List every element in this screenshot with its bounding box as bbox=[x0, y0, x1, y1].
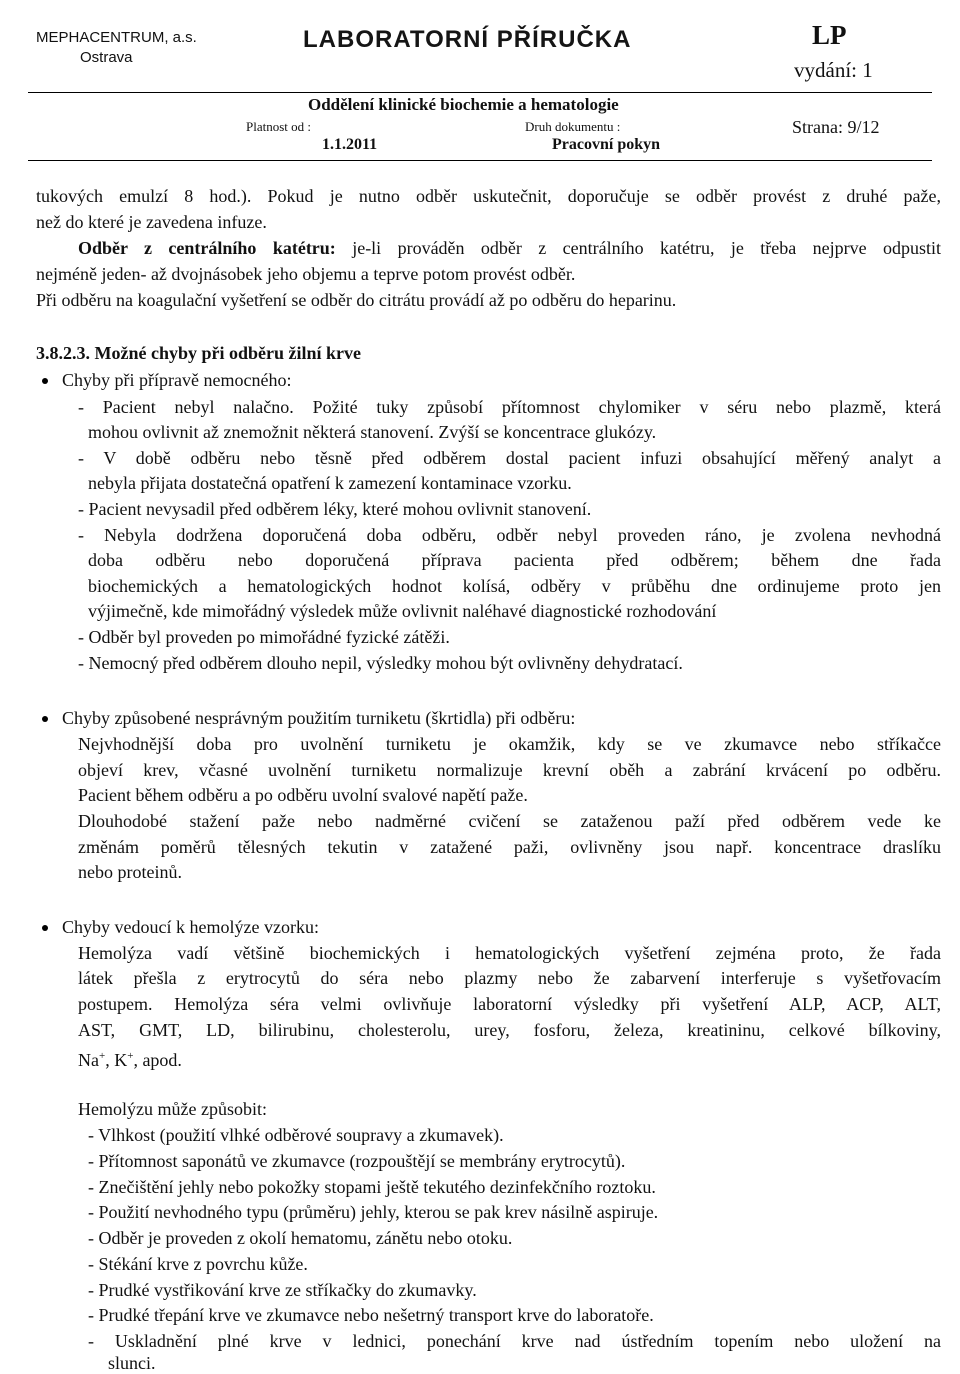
hemolysis-causes-heading: Hemolýzu může způsobit: bbox=[78, 1099, 267, 1119]
document-header bbox=[28, 10, 932, 160]
document-title: LABORATORNÍ PŘÍRUČKA bbox=[303, 26, 632, 53]
hemolysis-line-2: látek přešla z erytrocytů do séra nebo plazmy nebo že zabarvení interferuje s vyšetřovacím bbox=[78, 968, 941, 988]
company-name: MEPHACENTRUM, a.s. bbox=[36, 29, 197, 46]
doc-type-value: Pracovní pokyn bbox=[552, 136, 661, 153]
tourniquet-heading: Chyby způsobené nesprávným použitím turniketu (škrtidla) při odběru: bbox=[62, 708, 576, 728]
tourniquet-line-5: změnám poměrů tělesných tekutin v zatažené paži, ovlivněny jsou např. koncentrace draslíku bbox=[78, 837, 941, 857]
central-catheter-text: je-li prováděn odběr z centrálního katétru, je třeba nejprve odpustit bbox=[335, 238, 941, 258]
header-rule-bottom bbox=[28, 160, 932, 161]
company-city: Ostrava bbox=[80, 49, 133, 66]
section-number: 3.8.2.3. bbox=[36, 343, 90, 363]
prep-item-b-2: nebyla přijata dostatečná opatření k zamezení kontaminace vzorku. bbox=[88, 473, 572, 493]
intro-line-3 bbox=[78, 237, 941, 259]
hemolysis-line-3: postupem. Hemolýza séra velmi ovlivňuje laboratorní výsledky při vyšetření ALP, ACP, ALT, bbox=[78, 994, 941, 1014]
page-number: Strana: 9/12 bbox=[792, 117, 880, 137]
section-heading bbox=[36, 342, 361, 364]
potassium-charge: + bbox=[127, 1050, 134, 1062]
prep-item-d-1: - Nebyla dodržena doporučená doba odběru, odběr nebyl proveden ráno, je zvolena nevhodná bbox=[78, 525, 941, 545]
prep-item-b-1: - V době odběru nebo těsně před odběrem dostal pacient infuzi obsahující měřený analyt a bbox=[78, 448, 941, 468]
intro-line-5: Při odběru na koagulační vyšetření se odběr do citrátu provádí až po odběru do heparinu. bbox=[36, 290, 677, 310]
department-name: Oddělení klinické biochemie a hematologie bbox=[308, 95, 619, 114]
hemolysis-cause: - Odběr je proveden z okolí hematomu, zánětu nebo otoku. bbox=[88, 1228, 513, 1248]
central-catheter-label: Odběr z centrálního katétru: bbox=[78, 238, 336, 258]
tourniquet-line-2: objeví krev, včasné uvolnění turniketu normalizuje krevní oběh a zabrání krvácení po odběru. bbox=[78, 760, 941, 780]
prep-item-e: - Odběr byl proveden po mimořádné fyzické zátěži. bbox=[78, 627, 450, 647]
preparation-heading: Chyby při přípravě nemocného: bbox=[62, 370, 292, 390]
hemolysis-tail: , apod. bbox=[133, 1050, 182, 1070]
prep-item-a-1: - Pacient nebyl nalačno. Požité tuky způsobí přítomnost chylomiker v séru nebo plazmě, která bbox=[78, 397, 941, 417]
sodium-symbol: Na bbox=[78, 1050, 99, 1070]
tourniquet-line-6: nebo proteinů. bbox=[78, 862, 182, 882]
bullet-icon bbox=[42, 925, 48, 931]
hemolysis-cause: - Prudké vystřikování krve ze stříkačky do zkumavky. bbox=[88, 1280, 477, 1300]
intro-line-4: nejméně jeden- až dvojnásobek jeho objemu a teprve potom provést odběr. bbox=[36, 264, 576, 284]
hemolysis-heading: Chyby vedoucí k hemolýze vzorku: bbox=[62, 917, 319, 937]
hemolysis-line-1: Hemolýza vadí většině biochemických i hematologických vyšetření zejména proto, že řada bbox=[78, 943, 941, 963]
hemolysis-cause: - Znečištění jehly nebo pokožky stopami ještě tekutého dezinfekčního roztoku. bbox=[88, 1177, 656, 1197]
hemolysis-cause-continued: slunci. bbox=[108, 1353, 156, 1373]
bullet-icon bbox=[42, 716, 48, 722]
prep-item-a-2: mohou ovlivnit až znemožnit některá stanovení. Zvýší se koncentrace glukózy. bbox=[88, 422, 657, 442]
tourniquet-line-4: Dlouhodobé stažení paže nebo nadměrné cvičení se zataženou paží před odběrem vede ke bbox=[78, 811, 941, 831]
hemolysis-cause: - Použití nevhodného typu (průměru) jehly, kterou se pak krev násilně aspiruje. bbox=[88, 1202, 659, 1222]
sodium-charge: + bbox=[99, 1050, 106, 1062]
hemolysis-cause: - Přítomnost saponátů ve zkumavce (rozpouštějí se membrány erytrocytů). bbox=[88, 1151, 626, 1171]
hemolysis-cause: - Vlhkost (použití vlhké odběrové soupravy a zkumavek). bbox=[88, 1125, 504, 1145]
prep-item-f: - Nemocný před odběrem dlouho nepil, výsledky mohou být ovlivněny dehydratací. bbox=[78, 653, 683, 673]
potassium-symbol: , K bbox=[105, 1050, 128, 1070]
tourniquet-line-1: Nejvhodnější doba pro uvolnění turniketu je okamžik, kdy se ve zkumavce nebo stříkačce bbox=[78, 734, 941, 754]
hemolysis-line-4: AST, GMT, LD, bilirubinu, cholesterolu, urey, fosforu, železa, kreatininu, celkové bílkoviny, bbox=[78, 1020, 941, 1040]
hemolysis-cause: - Stékání krve z povrchu kůže. bbox=[88, 1254, 308, 1274]
section-title: Možné chyby při odběru žilní krve bbox=[94, 343, 361, 363]
document-code: LP bbox=[812, 20, 847, 50]
header-rule-top bbox=[28, 92, 932, 93]
tourniquet-line-3: Pacient během odběru a po odběru uvolní svalové napětí paže. bbox=[78, 785, 528, 805]
intro-line-2: než do které je zavedena infuze. bbox=[36, 212, 267, 232]
valid-from-label: Platnost od : bbox=[246, 119, 312, 134]
bullet-icon bbox=[42, 378, 48, 384]
prep-item-d-3: biochemických a hematologických hodnot kolísá, odběry v průběhu dne ordinujeme proto jen bbox=[88, 576, 941, 596]
hemolysis-line-5 bbox=[78, 1045, 182, 1071]
prep-item-d-2: doba odběru nebo doporučená příprava pacienta před odběrem; během dne řada bbox=[88, 550, 941, 570]
prep-item-c: - Pacient nevysadil před odběrem léky, které mohou ovlivnit stanovení. bbox=[78, 499, 592, 519]
hemolysis-cause: - Uskladnění plné krve v lednici, ponechání krve nad ústředním topením nebo uložení na bbox=[88, 1331, 941, 1351]
valid-from-value: 1.1.2011 bbox=[322, 136, 378, 153]
doc-type-label: Druh dokumentu : bbox=[525, 119, 621, 134]
prep-item-d-4: výjimečně, kde mimořádný výsledek může ovlivnit naléhavé diagnostické rozhodování bbox=[88, 601, 717, 621]
intro-line-1: tukových emulzí 8 hod.). Pokud je nutno odběr uskutečnit, doporučuje se odběr provést z druhé paže, bbox=[36, 186, 941, 206]
hemolysis-cause: - Prudké třepání krve ve zkumavce nebo nešetrný transport krve do laboratoře. bbox=[88, 1305, 654, 1325]
document-edition: vydání: 1 bbox=[794, 58, 873, 82]
